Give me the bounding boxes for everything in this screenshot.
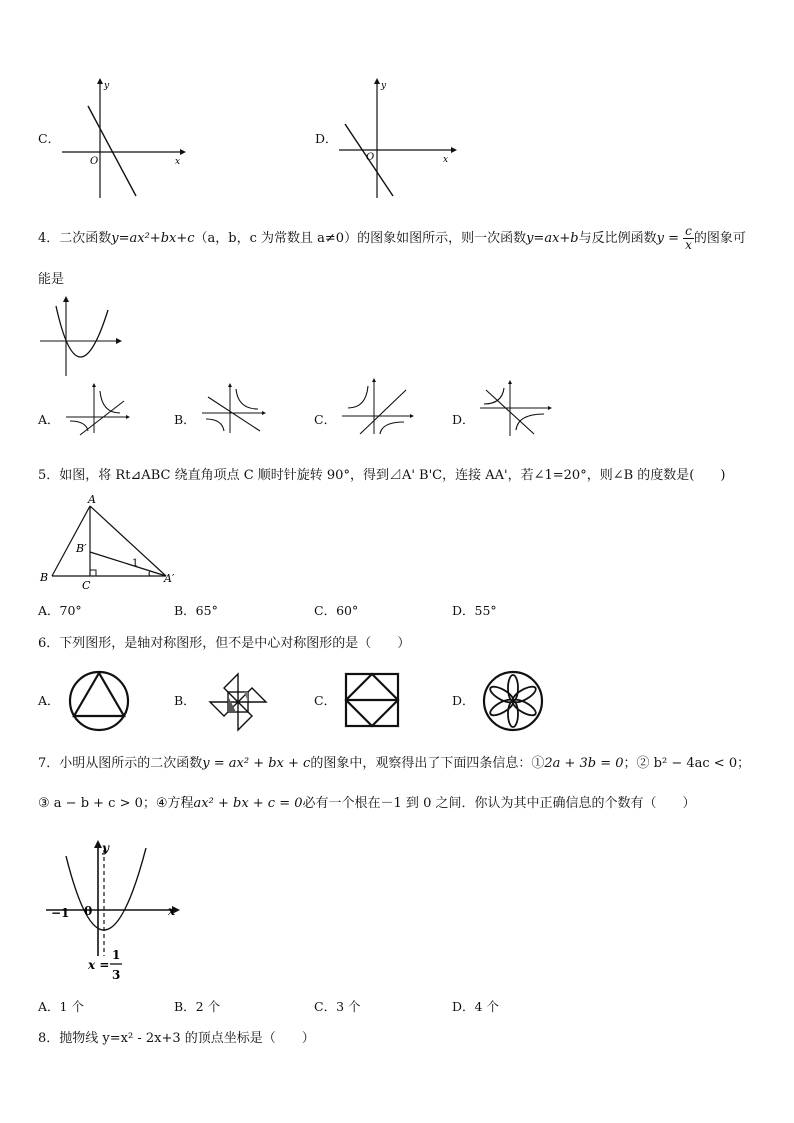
q6-pinwheel-icon bbox=[206, 670, 270, 734]
q4-expr-3: y = bbox=[656, 231, 680, 246]
q6-option-b-label: B． bbox=[174, 693, 196, 708]
q5-option-c: C．60° bbox=[314, 603, 359, 618]
q5-option-b: B．65° bbox=[174, 603, 218, 618]
q4-option-a-graph bbox=[64, 383, 139, 433]
q4-option-d-label: D． bbox=[452, 412, 475, 427]
q5-option-a: A．70° bbox=[38, 603, 82, 618]
q7-graph-x: x bbox=[168, 904, 176, 918]
q7-graph-minus1: −1 bbox=[51, 906, 70, 920]
q4-text-1: 4．二次函数 bbox=[38, 231, 112, 246]
q4-fraction: $\frac{c}{x}$ bbox=[685, 224, 692, 252]
q5-label-bprime: B′ bbox=[76, 542, 87, 555]
q3c-y-label: y bbox=[104, 81, 110, 91]
q7-parabola-graph bbox=[38, 838, 188, 988]
q7-question-text: 7．小明从图所示的二次函数y = ax² + bx + c的图象中，观察得出了下面四条信息：①2a + 3b = 0；② b² − 4ac < 0； bbox=[38, 756, 751, 771]
q3c-origin-label: O bbox=[90, 156, 99, 167]
q3-option-c-graph bbox=[58, 76, 188, 201]
q4-option-d-graph bbox=[478, 380, 558, 436]
q3d-origin-label: O bbox=[366, 152, 375, 163]
q4-parabola-graph bbox=[38, 296, 128, 378]
q4-text-2: （a，b，c 为常数且 a≠0）的图象如图所示，则一次函数 bbox=[194, 231, 527, 246]
q3d-x-label: x bbox=[443, 155, 449, 165]
q4-option-b-label: B． bbox=[174, 412, 196, 427]
q7-graph-xeq: x = bbox=[88, 958, 110, 972]
q7-question-text-line2: ③ a − b + c > 0；④方程ax² + bx + c = 0必有一个根在－1 到 0 之间．你认为其中正确信息的个数有（ ） bbox=[38, 796, 696, 811]
q5-label-b: B bbox=[40, 571, 49, 584]
q5-question-text: 5．如图，将 Rt⊿ABC 绕直角项点 C 顺时针旋转 90°，得到⊿A' B'C，连接 AA'，若∠1=20°，则∠B 的度数是( ) bbox=[38, 468, 726, 483]
q4-text-4: 的图象可 bbox=[693, 231, 746, 246]
q4-text-3: 与反比例函数 bbox=[578, 231, 657, 246]
q3-option-c-label: C． bbox=[38, 131, 61, 146]
q4-question-text bbox=[38, 225, 746, 252]
q4-option-c-graph bbox=[340, 376, 420, 434]
q4-option-b-graph bbox=[200, 383, 275, 433]
q6-question-text: 6．下列图形，是轴对称图形，但不是中心对称图形的是（ ） bbox=[38, 636, 411, 651]
q5-option-d: D．55° bbox=[452, 603, 497, 618]
q3-option-d-label: D． bbox=[315, 131, 338, 146]
q7-option-c: C．3 个 bbox=[314, 999, 361, 1014]
q7-graph-frac-den: 3 bbox=[112, 968, 121, 982]
q5-label-c: C bbox=[82, 579, 91, 592]
q7-option-d: D．4 个 bbox=[452, 999, 499, 1014]
q6-circle-triangle-icon bbox=[68, 670, 130, 732]
q4-expr-1: y=ax²+bx+c bbox=[111, 231, 195, 246]
q5-label-aprime: A′ bbox=[164, 572, 175, 585]
q6-option-a-label: A． bbox=[38, 693, 60, 708]
q5-triangle-diagram bbox=[38, 494, 183, 590]
q6-option-d-label: D． bbox=[452, 693, 475, 708]
q8-question-text: 8．抛物线 y=x² - 2x+3 的顶点坐标是（ ） bbox=[38, 1031, 315, 1046]
q6-square-diamond-icon bbox=[344, 672, 400, 728]
q3d-y-label: y bbox=[381, 81, 387, 91]
q7-graph-zero: 0 bbox=[84, 904, 93, 918]
q7-option-a: A．1 个 bbox=[38, 999, 84, 1014]
q6-flower-circle-icon bbox=[482, 670, 544, 732]
q7-graph-y: y bbox=[102, 841, 109, 855]
q3-option-d-graph bbox=[335, 76, 460, 201]
q7-option-b: B．2 个 bbox=[174, 999, 221, 1014]
q6-option-c-label: C． bbox=[314, 693, 337, 708]
q4-option-c-label: C． bbox=[314, 412, 337, 427]
q5-label-a: A bbox=[88, 493, 96, 506]
q4-option-a-label: A． bbox=[38, 412, 60, 427]
q3c-x-label: x bbox=[175, 157, 181, 167]
q4-expr-2: y=ax+b bbox=[526, 231, 579, 246]
q5-label-angle1: 1 bbox=[132, 558, 139, 569]
q4-question-text-line2: 能是 bbox=[38, 272, 65, 287]
q7-graph-frac-num: 1 bbox=[112, 948, 121, 962]
